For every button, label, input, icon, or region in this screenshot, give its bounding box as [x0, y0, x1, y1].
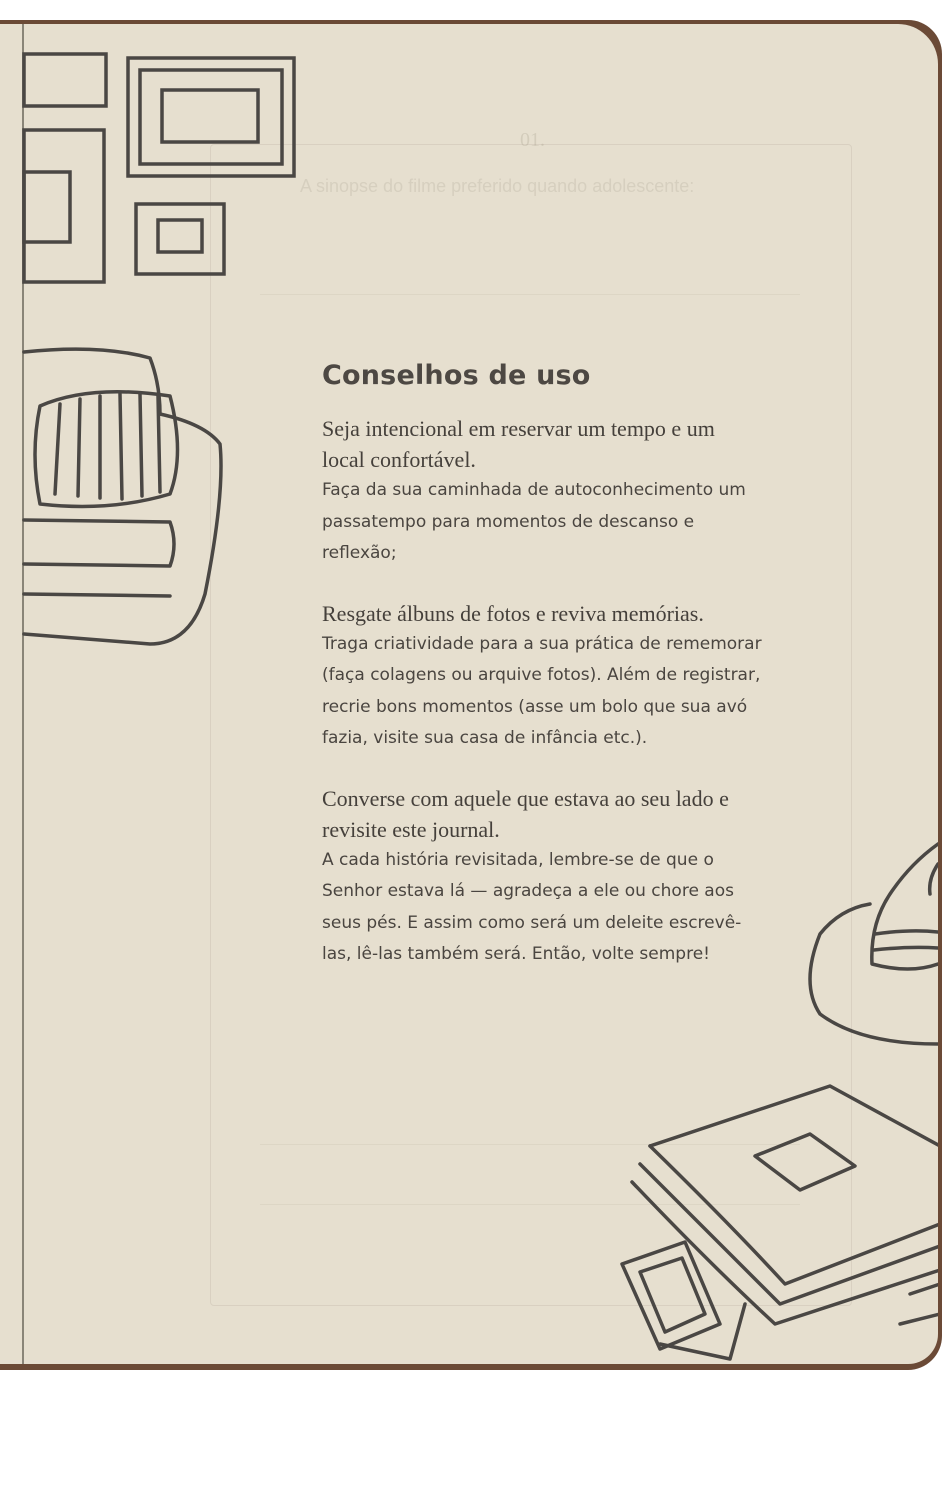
tip-body: Faça da sua caminhada de autoconhecimento um passatempo para momentos de descanso e reflexão; [322, 480, 746, 563]
armchair-illustration [0, 344, 240, 664]
tip-lead: Resgate álbuns de fotos e reviva memórias. [322, 600, 704, 626]
tip-lead: Seja intencional em reservar um tempo e um local confortável. [322, 416, 715, 472]
usage-tips [322, 360, 762, 999]
show-through-question: A sinopse do filme preferido quando adolescente: [300, 176, 695, 196]
show-through-number: 01. [520, 129, 545, 151]
journal-page [0, 24, 938, 1364]
photo-albums-illustration [610, 1074, 938, 1364]
tip-section-3 [322, 783, 762, 971]
picture-frames-illustration [0, 24, 310, 304]
tip-section-2 [322, 598, 762, 755]
hat-illustration [800, 824, 938, 1064]
tip-body: Traga criatividade para a sua prática de rememorar (faça colagens ou arquive fotos). Além de registrar, recrie bons momentos (asse um bolo que sua avó fazia, visite sua casa de infância etc.). [322, 633, 762, 748]
page-title: Conselhos de uso [322, 360, 591, 391]
tip-body: A cada história revisitada, lembre-se de que o Senhor estava lá — agradeça a ele ou chore aos seus pés. E assim como será um deleite escrevê-las, lê-las também será. Então, volte sempre! [322, 849, 742, 964]
tip-lead: Converse com aquele que estava ao seu lado e revisite este journal. [322, 785, 729, 842]
tip-section-1 [322, 413, 762, 570]
